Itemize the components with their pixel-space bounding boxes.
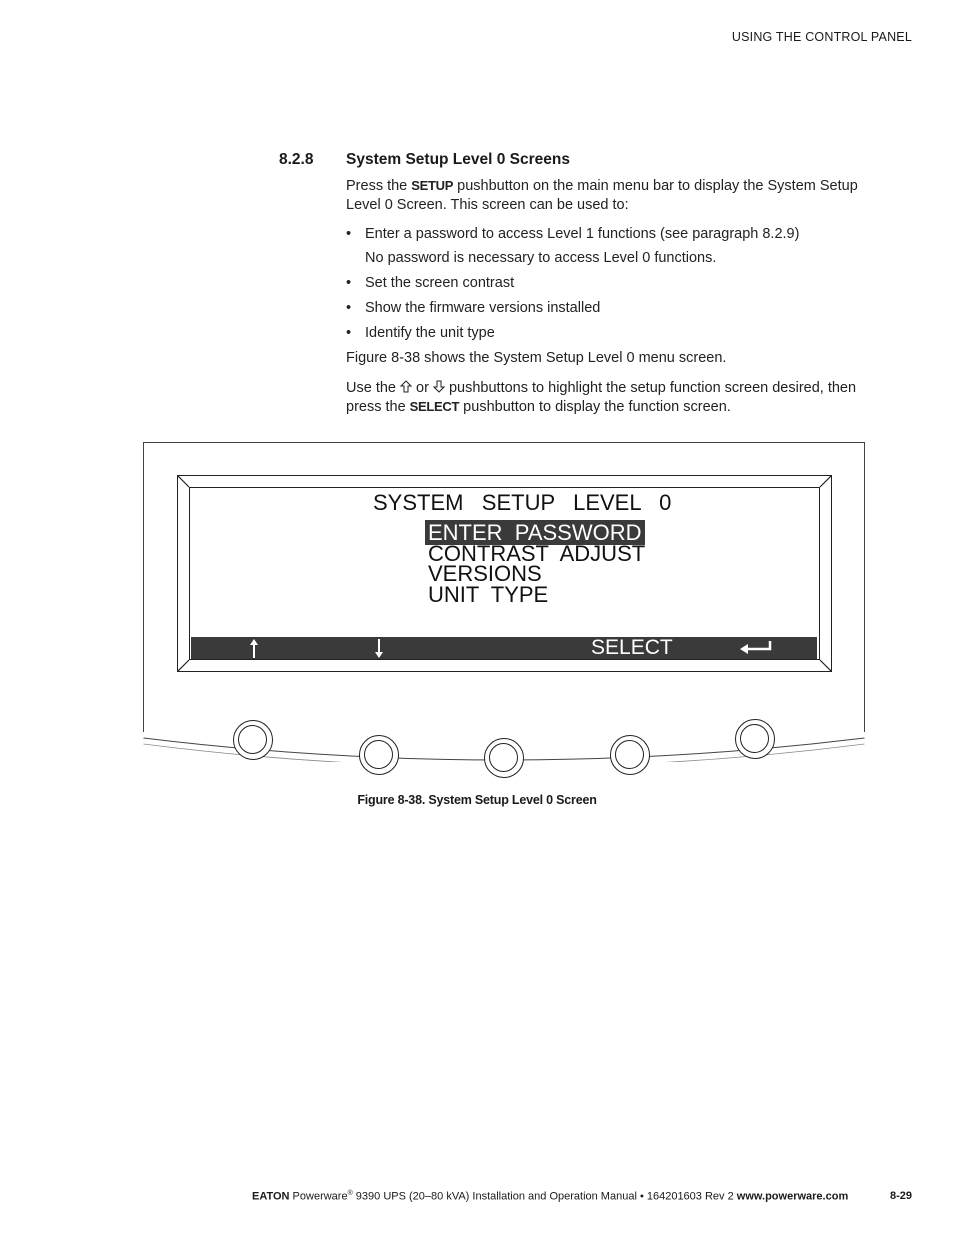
pushbutton-4[interactable] [610,735,650,775]
section-title: System Setup Level 0 Screens [346,151,571,168]
menu-item-unit-type[interactable]: UNIT TYPE [428,582,549,607]
lcd-menu-bar [191,637,817,659]
bullet-dot: • [346,325,352,341]
pushbutton-5[interactable] [735,719,775,759]
menu-item-contrast-adjust[interactable]: CONTRAST ADJUST [428,541,646,566]
bullet-subtext: No password is necessary to access Level 0 functions. [365,250,717,266]
select-keyword: SELECT [409,398,460,414]
menu-item-versions[interactable]: VERSIONS [428,561,542,586]
page-number: 8-29 [889,1190,912,1202]
up-arrow-outline-icon [400,380,412,393]
bullet-dot: • [346,275,352,291]
bullet-item: Set the screen contrast [365,275,515,291]
enter-icon [739,640,773,656]
down-arrow-icon [373,638,385,659]
down-arrow-outline-icon [433,380,445,393]
menu-item-enter-password[interactable]: ENTER PASSWORD [425,520,645,546]
page-footer: EATON Powerware® 9390 UPS (20–80 kVA) Installation and Operation Manual • 164201603 Rev 2 www.powerware.com [252,1190,849,1203]
section-number: 8.2.8 [279,151,314,168]
up-arrow-icon [248,638,260,659]
bullet-item: Show the firmware versions installed [365,300,601,316]
pushbutton-1[interactable] [233,720,273,760]
usage-paragraph: Use the or pushbuttons to highlight the setup function screen desired, then press the SELECT pushbutton to display the function screen. [346,380,857,415]
pushbutton-3[interactable] [484,738,524,778]
pushbutton-2[interactable] [359,735,399,775]
setup-keyword: SETUP [411,178,454,193]
running-header: USING THE CONTROL PANEL [731,30,912,44]
bullet-dot: • [346,226,352,242]
intro-paragraph: Press the SETUP pushbutton on the main menu bar to display the System Setup Level 0 Screen. This screen can be used to: [346,178,858,213]
figure-reference: Figure 8-38 shows the System Setup Level 0 menu screen. [346,350,727,366]
figure-caption: Figure 8-38. System Setup Level 0 Screen [357,793,597,807]
menubar-select-label: SELECT [591,636,673,659]
footer-url[interactable]: www.powerware.com [736,1190,849,1203]
screen-title: SYSTEM SETUP LEVEL 0 [373,490,672,515]
bullet-dot: • [346,300,352,316]
bullet-item: Identify the unit type [365,325,495,341]
bullet-item: Enter a password to access Level 1 functions (see paragraph 8.2.9) [365,226,800,242]
